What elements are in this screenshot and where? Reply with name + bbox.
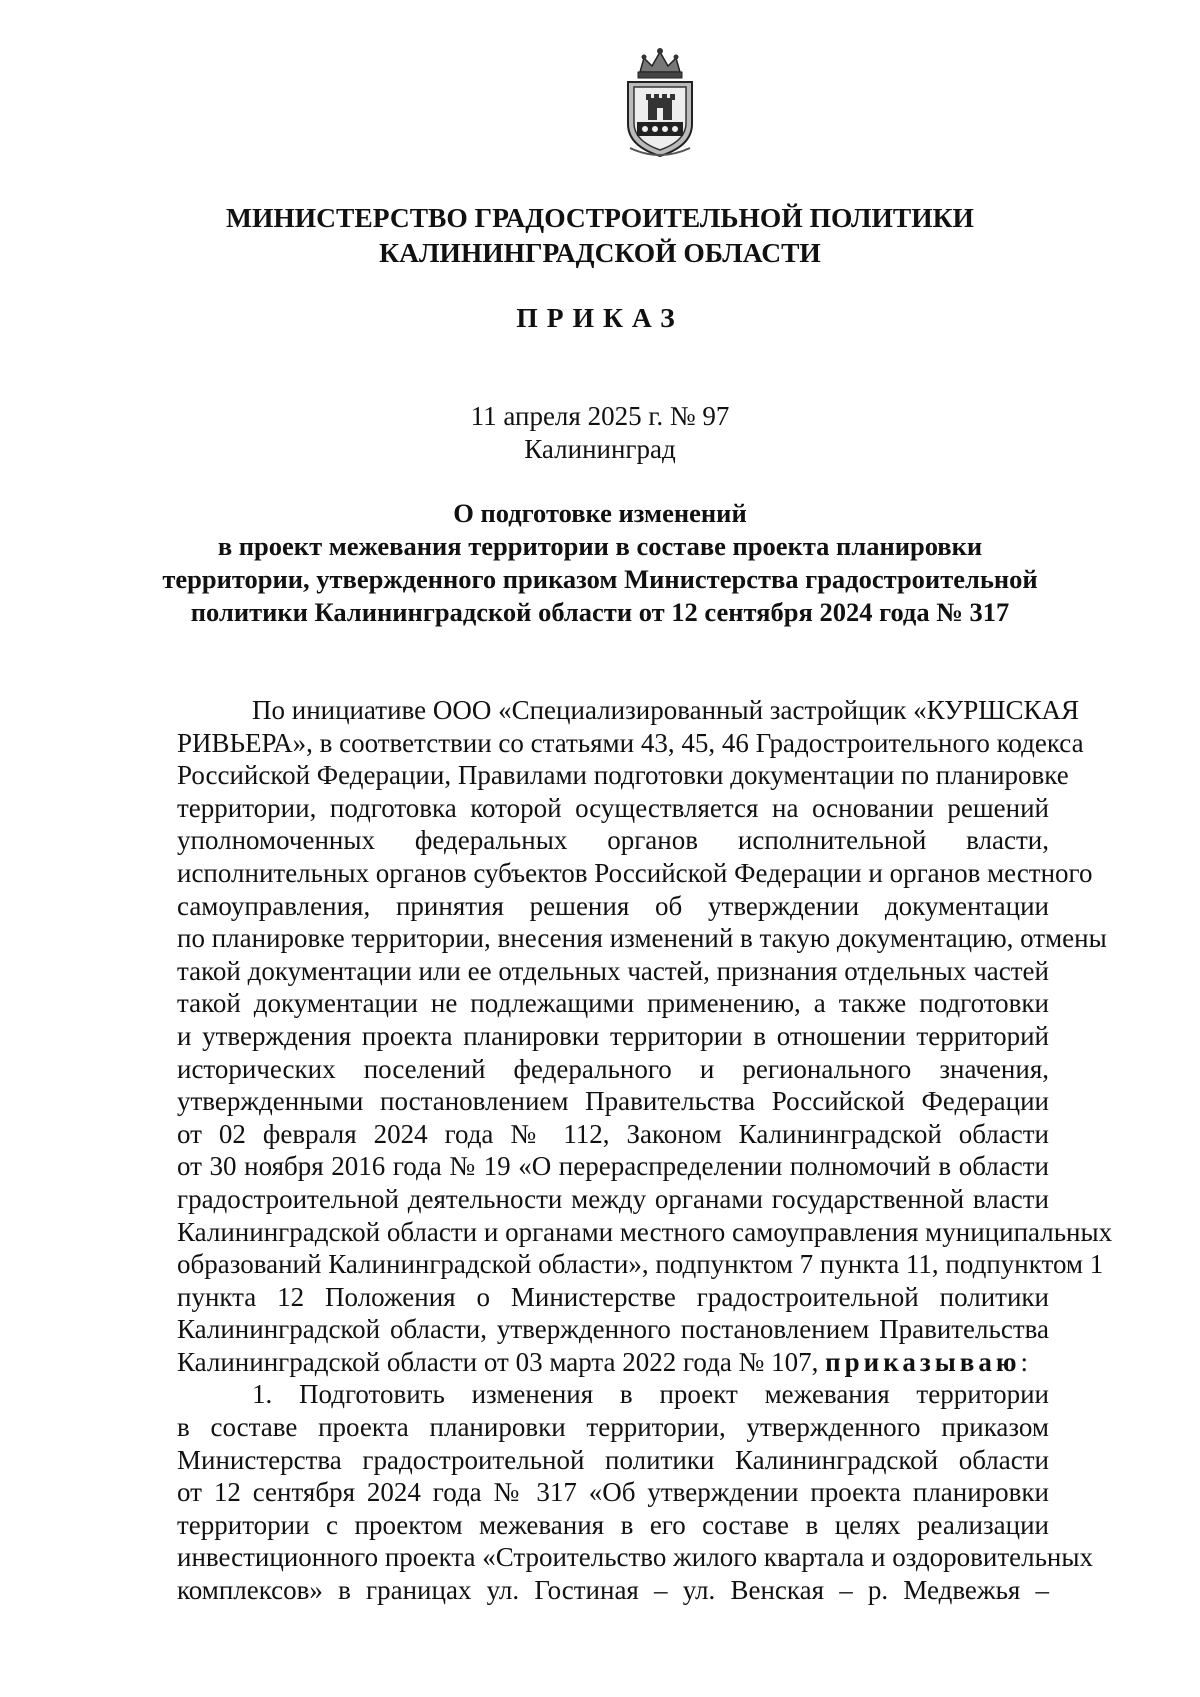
ministry-line-2: КАЛИНИНГРАДСКОЙ ОБЛАСТИ — [379, 237, 821, 268]
body-line: утвержденными постановлением Правительства Российской Федерации — [177, 1086, 1049, 1117]
date-block — [150, 400, 1050, 466]
body-line: по планировке территории, внесения изменений в такую документацию, отмены — [177, 923, 1107, 954]
body-line: РИВЬЕРА», в соответствии со статьями 43, 45, 46 Градостроительного кодекса — [177, 727, 1084, 758]
item-line: 1. Подготовить изменения в проект межевания территории — [252, 1379, 1049, 1410]
document-body — [177, 694, 1113, 1607]
body-line: исторических поселений федерального и регионального значения, — [177, 1053, 1049, 1084]
item-line: территории с проектом межевания в его составе в целях реализации — [177, 1509, 1049, 1540]
ministry-line-1: МИНИСТЕРСТВО ГРАДОСТРОИТЕЛЬНОЙ ПОЛИТИКИ — [226, 202, 974, 233]
date-number: 11 апреля 2025 г. № 97 — [470, 401, 730, 431]
body-line: образований Калининградской области», подпунктом 7 пункта 11, подпунктом 1 — [177, 1249, 1104, 1280]
item-line: от 12 сентября 2024 года № 317 «Об утверждении проекта планировки — [177, 1477, 1049, 1508]
document-subject — [150, 497, 1050, 629]
body-line: градостроительной деятельности между органами государственной власти — [177, 1183, 1049, 1214]
order-word: приказываю — [825, 1346, 1021, 1377]
body-line: уполномоченных федеральных органов исполнительной власти, — [177, 825, 1049, 856]
body-line: Российской Федерации, Правилами подготовки документации по планировке — [177, 760, 1069, 791]
body-line: такой документации или ее отдельных частей, признания отдельных частей — [177, 955, 1049, 986]
subject-line: территории, утвержденного приказом Министерства градостроительной — [162, 564, 1038, 594]
body-line: от 02 февраля 2024 года № 112, Законом Калининградской области — [177, 1118, 1049, 1149]
body-line-order — [177, 1346, 1049, 1379]
item-line: инвестиционного проекта «Строительство жилого квартала и оздоровительных — [177, 1542, 1094, 1573]
subject-line: О подготовке изменений — [453, 498, 747, 528]
item-line: Министерства градостроительной политики Калининградской области — [177, 1444, 1049, 1475]
ministry-name — [150, 200, 1050, 270]
item-line: в составе проекта планировки территории, утвержденного приказом — [177, 1412, 1049, 1443]
body-line: Калининградской области и органами местного самоуправления муниципальных — [177, 1216, 1113, 1247]
body-line: самоуправления, принятия решения об утверждении документации — [177, 890, 1049, 921]
body-line: такой документации не подлежащими применению, а также подготовки — [177, 988, 1049, 1019]
body-line: территории, подготовка которой осуществляется на основании решений — [177, 792, 1049, 823]
document-type: ПРИКАЗ — [516, 302, 684, 333]
body-line: пункта 12 Положения о Министерстве градостроительной политики — [177, 1281, 1049, 1312]
city: Калининград — [524, 434, 676, 464]
subject-line: политики Калининградской области от 12 сентября 2024 года № 317 — [190, 597, 1010, 627]
body-line: По инициативе ООО «Специализированный застройщик «КУРШСКАЯ — [252, 695, 1079, 725]
subject-line: в проект межевания территории в составе проекта планировки — [217, 531, 983, 561]
coat-of-arms-icon — [618, 42, 702, 160]
body-line: исполнительных органов субъектов Российской Федерации и органов местного — [177, 857, 1093, 888]
order-colon: : — [1020, 1346, 1029, 1377]
preamble-last: Калининградской области от 03 марта 2022 года № 107, — [177, 1346, 819, 1377]
body-line: и утверждения проекта планировки территории в отношении территорий — [177, 1020, 1049, 1051]
body-line: Калининградской области, утвержденного постановлением Правительства — [177, 1314, 1049, 1345]
body-line: от 30 ноября 2016 года № 19 «О перераспределении полномочий в области — [177, 1151, 1049, 1182]
item-line: комплексов» в границах ул. Гостиная – ул. Венская – р. Медвежья – — [177, 1575, 1049, 1606]
